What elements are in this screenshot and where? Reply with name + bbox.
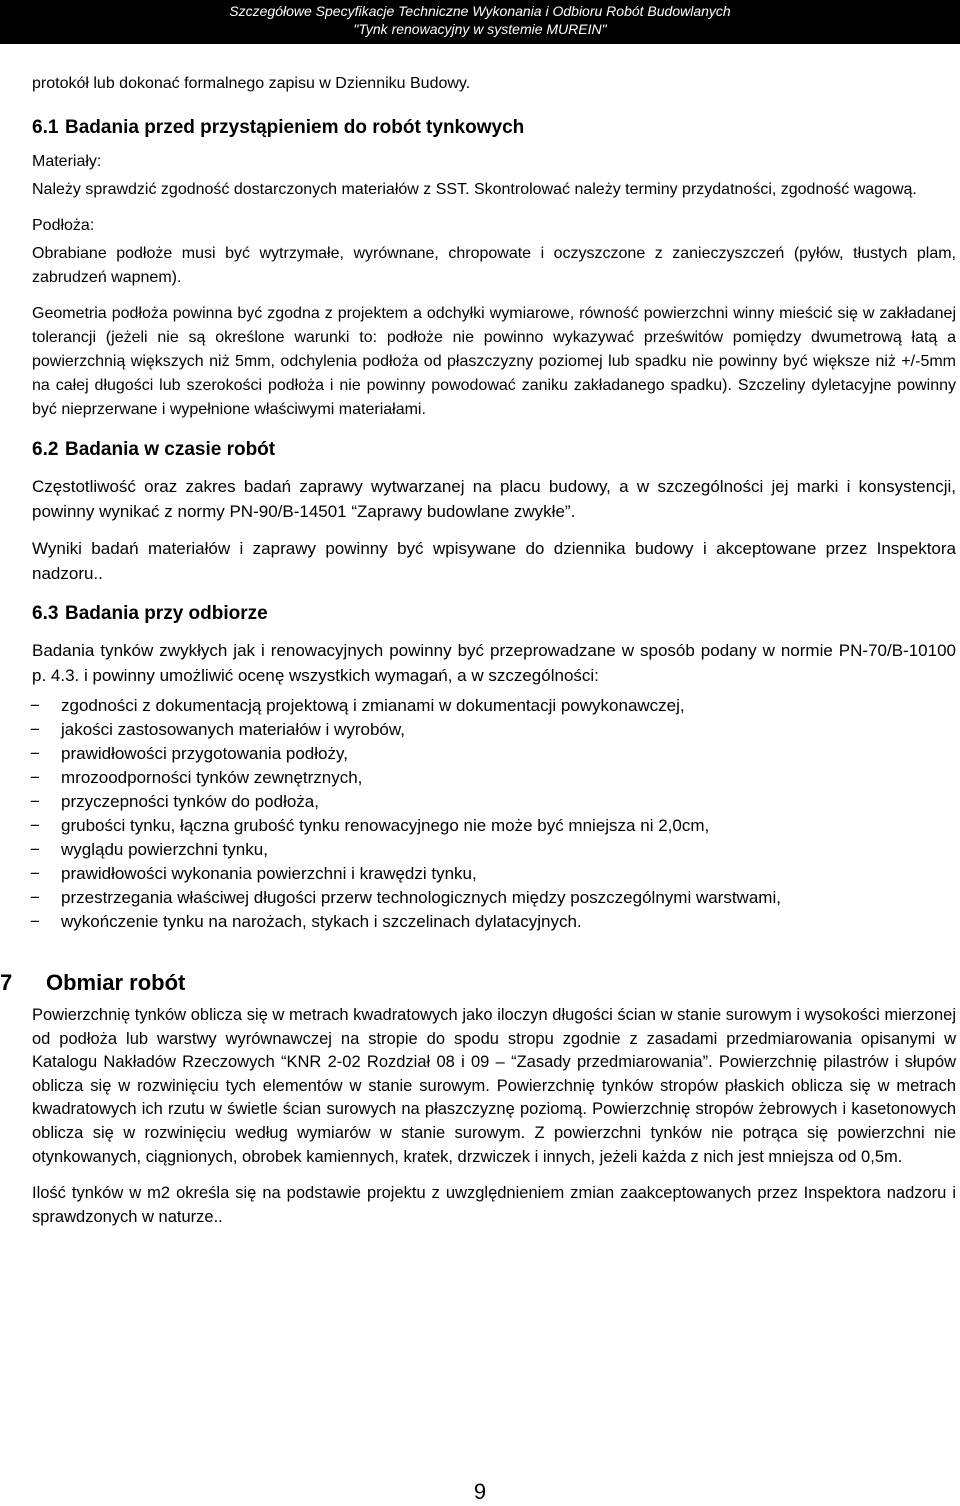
materials-paragraph: Należy sprawdzić zgodność dostarczonych materiałów z SST. Skontrolować należy terminy przydatności, zgodność wagową. (32, 181, 917, 198)
list-item: − jakości zastosowanych materiałów i wyrobów, (32, 718, 956, 742)
section-number: 6.2 (32, 439, 59, 460)
substrate-paragraph: Obrabiane podłoże musi być wytrzymałe, wyrównane, chropowate i oczyszczone z zanieczyszczeń (pyłów, tłustych plam, zabrudzeń wapnem). (32, 245, 956, 286)
dash-bullet: − (30, 864, 40, 883)
header-title: Szczegółowe Specyfikacje Techniczne Wykonania i Odbioru Robót Budowlanych (229, 3, 731, 19)
dash-bullet: − (30, 744, 40, 763)
section-6-3-heading (32, 602, 956, 626)
geometry-paragraph: Geometria podłoża powinna być zgodna z projektem a odchyłki wymiarowe, równość powierzchni winny mieścić się w zakładanej tolerancji (jeżeli nie są określone warunki to: podłoże nie powinno wykazywać prześwitów pomiędzy dwumetrową łatą a powierzchnią większych niż 5mm, odchylenia podłoża od płaszczyzny poziomej lub spadku nie powinny być większe niż +/-5mm na całej długości lub szerokości podłoża i nie powinny powodować zaniku zakładanego spadku). Szczeliny dyletacyjne powinny być nieprzerwane i wypełnione właściwymi materiałami. (32, 305, 956, 418)
section-title: Badania w czasie robót (65, 439, 276, 460)
list-item: − zgodności z dokumentacją projektową i zmianami w dokumentacji powykonawczej, (32, 694, 956, 718)
header-subtitle: "Tynk renowacyjny w systemie MUREIN" (353, 21, 607, 37)
section-number: 6.1 (32, 117, 59, 138)
list-item: − mrozoodporności tynków zewnętrznych, (32, 766, 956, 790)
list-item: − przestrzegania właściwej długości przerw technologicznych między poszczególnymi warstwami, (32, 886, 956, 910)
section-title: Obmiar robót (46, 970, 186, 995)
list-item: − wyglądu powierzchni tynku, (32, 838, 956, 862)
section-7-heading (0, 970, 956, 996)
list-item: − przyczepności tynków do podłoża, (32, 790, 956, 814)
dash-bullet: − (30, 816, 40, 835)
substrate-label: Podłoża: (32, 217, 95, 234)
section-title: Badania przed przystąpieniem do robót tynkowych (65, 117, 525, 138)
dash-bullet: − (30, 912, 40, 931)
dash-bullet: − (30, 888, 40, 907)
materials-label: Materiały: (32, 153, 102, 170)
document-header (0, 0, 960, 44)
list-item: − prawidłowości wykonania powierzchni i krawędzi tynku, (32, 862, 956, 886)
document-body (0, 72, 956, 1229)
frequency-paragraph: Częstotliwość oraz zakres badań zaprawy wytwarzanej na placu budowy, a w szczególności jej marki i konsystencji, powinny wynikać z normy PN-90/B-14501 “Zaprawy budowlane zwykłe”. (32, 477, 956, 521)
dash-bullet: − (30, 768, 40, 787)
page-number: 9 (473, 1479, 487, 1504)
acceptance-list (32, 694, 956, 934)
quantity-paragraph: Ilość tynków w m2 określa się na podstawie projektu z uwzględnieniem zmian zaakceptowanych przez Inspektora nadzoru i sprawdzonych w naturze.. (32, 1184, 956, 1227)
dash-bullet: − (30, 696, 40, 715)
results-paragraph: Wyniki badań materiałów i zaprawy powinny być wpisywane do dziennika budowy i akceptowane przez Inspektora nadzoru.. (32, 539, 956, 583)
dash-bullet: − (30, 792, 40, 811)
section-title: Badania przy odbiorze (65, 603, 268, 624)
dash-bullet: − (30, 720, 40, 739)
intro-paragraph: protokół lub dokonać formalnego zapisu w Dzienniku Budowy. (32, 75, 471, 92)
section-number: 6.3 (32, 603, 59, 624)
list-item: − wykończenie tynku na narożach, stykach i szczelinach dylatacyjnych. (32, 910, 956, 934)
section-6-2-heading (32, 438, 956, 462)
section-6-1-heading (32, 116, 956, 140)
measurement-paragraph: Powierzchnię tynków oblicza się w metrach kwadratowych jako iloczyn długości ścian w stanie surowym i wysokości mierzonej od podłoża lub warstwy wyrównawczej na stropie do spodu stropu zgodnie z zasadami przedmiarowania opisanymi w Katalogu Nakładów Rzeczowych “KNR 2-02 Rozdział 08 i 09 – “Zasady przedmiarowania”. Powierzchnię pilastrów i słupów oblicza się w rozwinięciu tych elementów w stanie surowym. Powierzchnię tynków stropów płaskich oblicza się w metrach kwadratowych ich rzutu w świetle ścian surowych na płaszczyznę poziomą. Powierzchnię stropów żebrowych i kasetonowych oblicza się w rozwinięciu według wymiarów w stanie surowym. Z powierzchni tynków nie potrąca się powierzchni nie otynkowanych, ciągnionych, obrobek kamiennych, kratek, drzwiczek i innych, jeżeli każda z nich jest mniejsza od 0,5m. (32, 1006, 956, 1166)
list-item: − grubości tynku, łączna grubość tynku renowacyjnego nie może być mniejsza ni 2,0cm, (32, 814, 956, 838)
acceptance-paragraph: Badania tynków zwykłych jak i renowacyjnych powinny być przeprowadzane w sposób podany w normie PN-70/B-10100 p. 4.3. i powinny umożliwić ocenę wszystkich wymagań, a w szczególności: (32, 641, 956, 685)
dash-bullet: − (30, 840, 40, 859)
section-number: 7 (0, 970, 13, 995)
list-item: − prawidłowości przygotowania podłoży, (32, 742, 956, 766)
